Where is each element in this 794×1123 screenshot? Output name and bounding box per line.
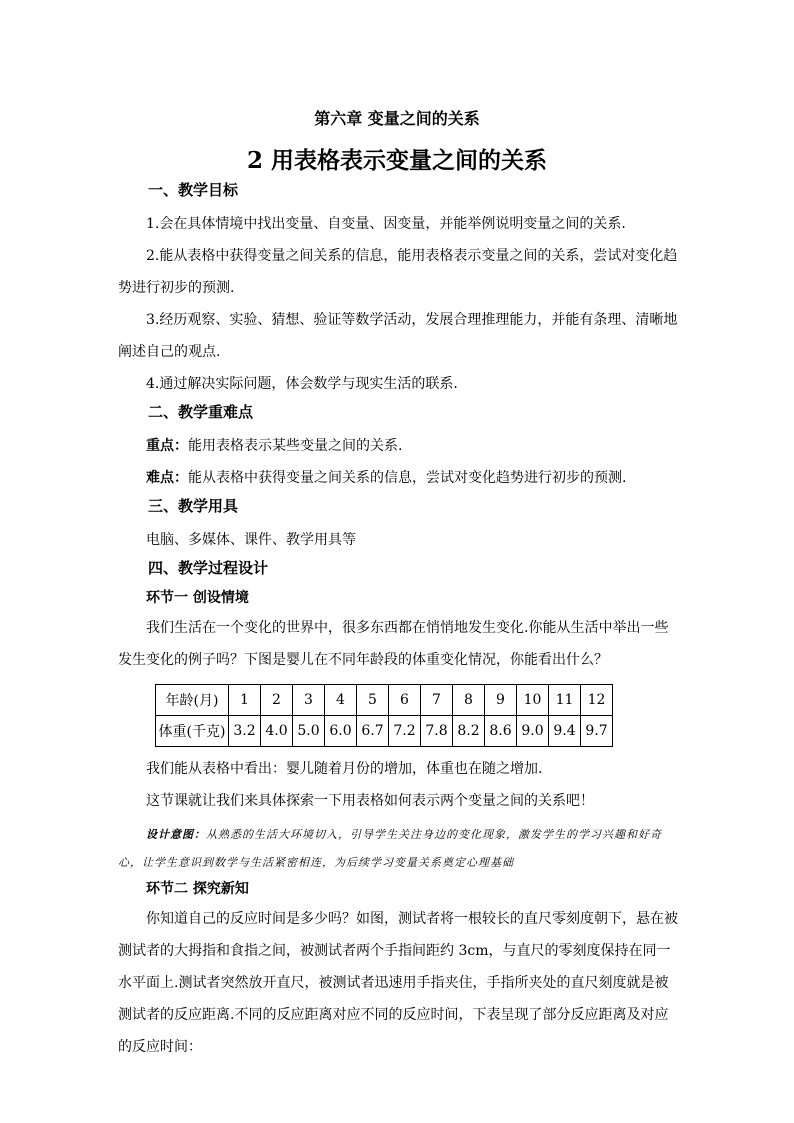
tools-text: 电脑、多媒体、课件、教学用具等	[146, 532, 356, 548]
table-cell: 7.2	[389, 716, 421, 747]
table-cell: 9.0	[517, 716, 549, 747]
goals-heading: 一、教学目标	[148, 181, 239, 199]
table-row-header: 年龄(月)	[156, 685, 229, 716]
table-cell: 9.4	[549, 716, 581, 747]
table-conclusion: 我们能从表格中看出：婴儿随着月份的增加，体重也在随之增加.	[146, 761, 543, 777]
difficult-point	[118, 462, 678, 494]
table-cell: 6	[389, 685, 421, 716]
table-cell: 8.2	[453, 716, 485, 747]
difficult-text: 能从表格中获得变量之间关系的信息，尝试对变化趋势进行初步的预测.	[188, 470, 627, 486]
table-cell: 10	[517, 685, 549, 716]
table-cell: 4.0	[261, 716, 293, 747]
design-intent	[118, 821, 678, 877]
table-cell: 9.7	[581, 716, 613, 747]
table-cell: 6.7	[357, 716, 389, 747]
chapter-title: 第六章 变量之间的关系	[314, 109, 480, 128]
process-heading: 四、教学过程设计	[148, 559, 269, 577]
table-cell: 12	[581, 685, 613, 716]
table-cell: 8	[453, 685, 485, 716]
key-label: 重点：	[146, 438, 188, 454]
table-cell: 2	[261, 685, 293, 716]
table-cell: 4	[325, 685, 357, 716]
table-cell: 3	[293, 685, 325, 716]
step2-paragraph: 你知道自己的反应时间是多少吗？如图，测试者将一根较长的直尺零刻度朝下，悬在被测试者的大拇指和食指之间，被测试者两个手指间距约 3cm，与直尺的零刻度保持在同一水平面上.测试者突然放开直尺，被测试者迅速用手指夹住，手指所夹处的直尺刻度就是被测试者的反应距离.不同的反应距离对应不同的反应时间，下表呈现了部分反应距离及对应的反应时间：	[118, 911, 678, 1055]
goal-item: 4.通过解决实际问题，体会数学与现实生活的联系.	[146, 376, 458, 392]
key-points-heading: 二、教学重难点	[148, 403, 254, 421]
table-cell: 8.6	[485, 716, 517, 747]
goal-item: 3.经历观察、实验、猜想、验证等数学活动，发展合理推理能力，并能有条理、清晰地阐述自己的观点.	[118, 312, 678, 360]
table-row-header: 体重(千克)	[156, 716, 229, 747]
key-point	[118, 430, 678, 462]
document-body	[118, 178, 678, 1063]
lesson-intro: 这节课就让我们来具体探索一下用表格如何表示两个变量之间的关系吧！	[146, 793, 594, 809]
step1-heading: 环节一 创设情境	[146, 590, 249, 606]
tools-heading: 三、教学用具	[148, 497, 239, 515]
table-row	[156, 716, 613, 747]
table-cell: 1	[229, 685, 261, 716]
step2-heading: 环节二 探究新知	[146, 881, 249, 897]
design-text: 从熟悉的生活大环境切入，引导学生关注身边的变化现象，激发学生的学习兴趣和好奇心，让学生意识到数学与生活紧密相连，为后续学习变量关系奠定心理基础	[118, 828, 662, 869]
design-label: 设计意图：	[146, 828, 206, 841]
difficult-label: 难点：	[146, 470, 188, 486]
step1-paragraph: 我们生活在一个变化的世界中，很多东西都在悄悄地发生变化.你能从生活中举出一些发生变化的例子吗？下图是婴儿在不同年龄段的体重变化情况，你能看出什么？	[118, 620, 669, 668]
baby-weight-table	[155, 684, 613, 747]
table-cell: 6.0	[325, 716, 357, 747]
table-cell: 7.8	[421, 716, 453, 747]
table-cell: 5.0	[293, 716, 325, 747]
table-cell: 11	[549, 685, 581, 716]
goal-item: 2.能从表格中获得变量之间关系的信息，能用表格表示变量之间的关系，尝试对变化趋势进行初步的预测.	[118, 248, 678, 296]
table-cell: 7	[421, 685, 453, 716]
lesson-title: 2 用表格表示变量之间的关系	[246, 147, 547, 174]
table-cell: 3.2	[229, 716, 261, 747]
goal-item: 1.会在具体情境中找出变量、自变量、因变量，并能举例说明变量之间的关系.	[146, 216, 626, 232]
table-row	[156, 685, 613, 716]
table-cell: 9	[485, 685, 517, 716]
table-cell: 5	[357, 685, 389, 716]
key-text: 能用表格表示某些变量之间的关系.	[188, 438, 403, 454]
